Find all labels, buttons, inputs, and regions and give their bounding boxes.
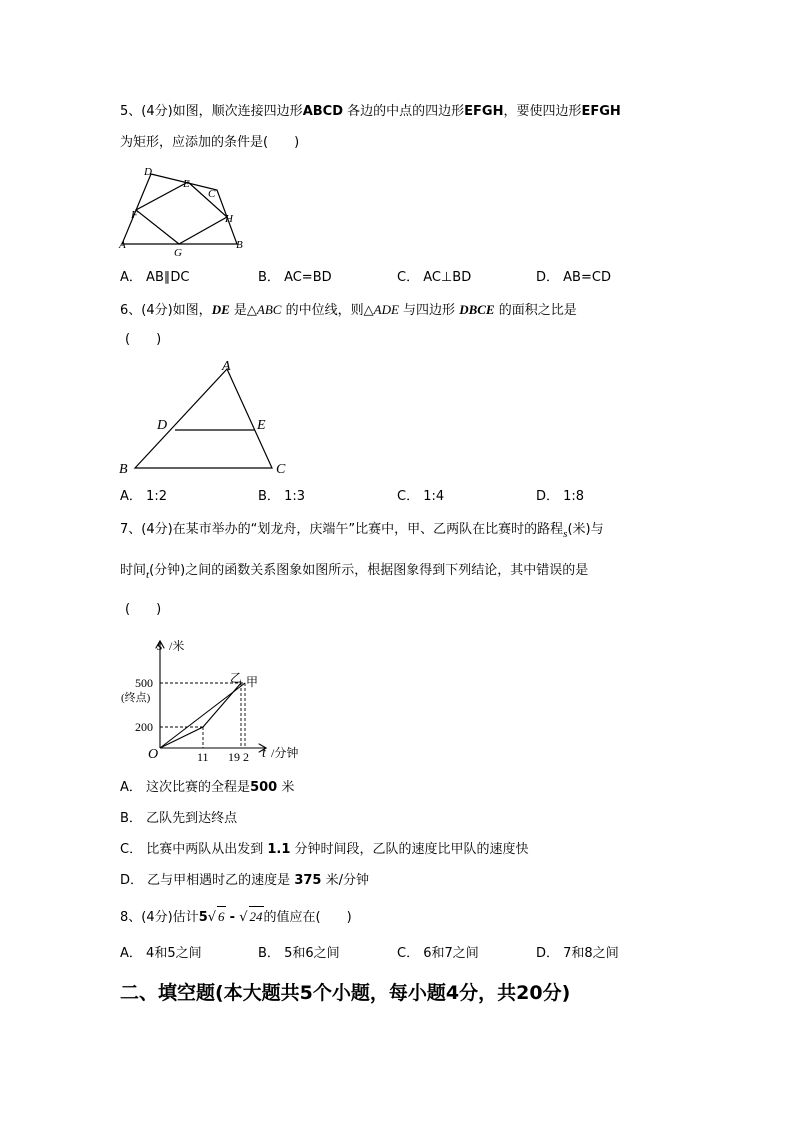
q6-label-b: B [119, 462, 128, 477]
q8-option-c[interactable]: C． 6和7之间 [397, 946, 479, 961]
q8-sqrt-6: √ 6 [208, 906, 226, 928]
q7-x-tick-2: 2 [243, 750, 249, 764]
q7-distance-time-graph [115, 630, 325, 770]
q5-label-g: G [174, 247, 182, 259]
q7-y-tick-200: 200 [135, 720, 153, 734]
q8-coefficient: 5 [198, 910, 208, 925]
q5-stem-line1 [120, 102, 621, 122]
section-heading-fill-in: 二、填空题(本大题共5个小题，每小题4分，共20分) [120, 982, 571, 1004]
q7-option-b[interactable]: B． 乙队先到达终点 [120, 811, 238, 826]
q7-x-tick-11: 11 [197, 750, 209, 764]
q8-stem: 8、(4分)估计5√ 6 - √ 24的值应在( ) [120, 906, 352, 928]
q6-triangle-ade: ADE [373, 302, 399, 317]
q7-stem-line1: 7、(4分)在某市举办的“划龙舟，庆端午”比赛中，甲、乙两队在比赛时的路程$_s$(米)与 [120, 522, 604, 540]
q6-label-e: E [257, 418, 266, 433]
q6-stem-line1: 6、(4分)如图，DE 是△ABC 的中位线，则△ADE 与四边形 DBCE 的面积之比是 [120, 302, 577, 318]
q7-x-axis-label: t [262, 746, 266, 761]
q7-y-unit: /米 [169, 639, 185, 653]
q7-option-d[interactable]: D． 乙与甲相遇时乙的速度是 375 米/分钟 [120, 873, 369, 888]
q6-option-a[interactable]: A． 1:2 [120, 489, 167, 504]
q5-text-mid2: ，要使四边形 [503, 104, 582, 119]
q6-label-d: D [157, 418, 168, 433]
q8-option-b[interactable]: B． 5和6之间 [258, 946, 340, 961]
q5-text-prefix: 5、(4分)如图，顺次连接四边形 [120, 104, 303, 119]
q5-name-efgh: EFGH [464, 104, 504, 119]
q6-label-a: A [222, 359, 231, 374]
q5-label-c: C [208, 188, 216, 200]
q5-text-mid1: 各边的中点的四边形 [347, 104, 465, 119]
q7-var-s: s [563, 528, 568, 540]
q5-option-d[interactable]: D． AB=CD [536, 270, 611, 285]
q6-triangle-abc: ABC [256, 302, 282, 317]
q6-option-b[interactable]: B． 1:3 [258, 489, 305, 504]
q5-label-d: D [144, 166, 152, 178]
q5-name-abcd: ABCD [302, 104, 343, 119]
q7-stem-line2: 时间$_t$(分钟)之间的函数关系图象如图所示，根据图象得到下列结论，其中错误的是 [120, 563, 589, 581]
q8-minus: - [229, 910, 236, 925]
q5-name-efgh-2: EFGH [581, 104, 621, 119]
q7-y-tick-500: 500 [135, 676, 153, 690]
q5-option-c[interactable]: C． AC⊥BD [397, 270, 472, 285]
q5-option-b[interactable]: B． AC=BD [258, 270, 332, 285]
q5-quadrilateral-figure [115, 160, 255, 260]
q5-label-a: A [119, 239, 126, 251]
q6-quad-dbce: DBCE [459, 302, 495, 317]
q5-label-b: B [236, 239, 243, 251]
q6-option-d[interactable]: D． 1:8 [536, 489, 585, 504]
q7-origin: O [148, 747, 159, 762]
q6-triangle-outline [135, 369, 272, 468]
q7-answer-paren: ( ) [125, 602, 162, 617]
q6-triangle-figure [115, 355, 315, 480]
q6-label-c: C [276, 462, 286, 477]
q8-option-a[interactable]: A． 4和5之间 [120, 946, 202, 961]
q5-option-a[interactable]: A． AB∥DC [120, 270, 190, 285]
q5-label-h: H [225, 213, 233, 225]
q7-label-yi: 乙 [230, 671, 243, 685]
q5-quad-abcd [122, 174, 237, 244]
q7-label-jia: 甲 [246, 675, 259, 689]
q7-y-note-end: (终点) [121, 692, 151, 704]
q7-x-tick-19: 19 [228, 750, 240, 764]
q5-stem-line2: 为矩形，应添加的条件是( ) [120, 135, 300, 150]
q5-label-f: F [131, 209, 138, 221]
q8-option-d[interactable]: D． 7和8之间 [536, 946, 619, 961]
q7-option-a[interactable]: A． 这次比赛的全程是500 米 [120, 780, 295, 795]
q7-var-t: t [146, 569, 150, 581]
q6-segment-de: DE [211, 302, 230, 317]
q6-answer-paren: ( ) [125, 332, 162, 347]
q7-x-unit: /分钟 [271, 746, 299, 760]
q5-label-e: E [183, 178, 190, 190]
q8-sqrt-24: √ 24 [239, 906, 263, 928]
q7-y-axis-label: s [157, 639, 163, 654]
q6-option-c[interactable]: C． 1:4 [397, 489, 445, 504]
q7-option-c[interactable]: C． 比赛中两队从出发到 1.1 分钟时间段，乙队的速度比甲队的速度快 [120, 842, 529, 857]
